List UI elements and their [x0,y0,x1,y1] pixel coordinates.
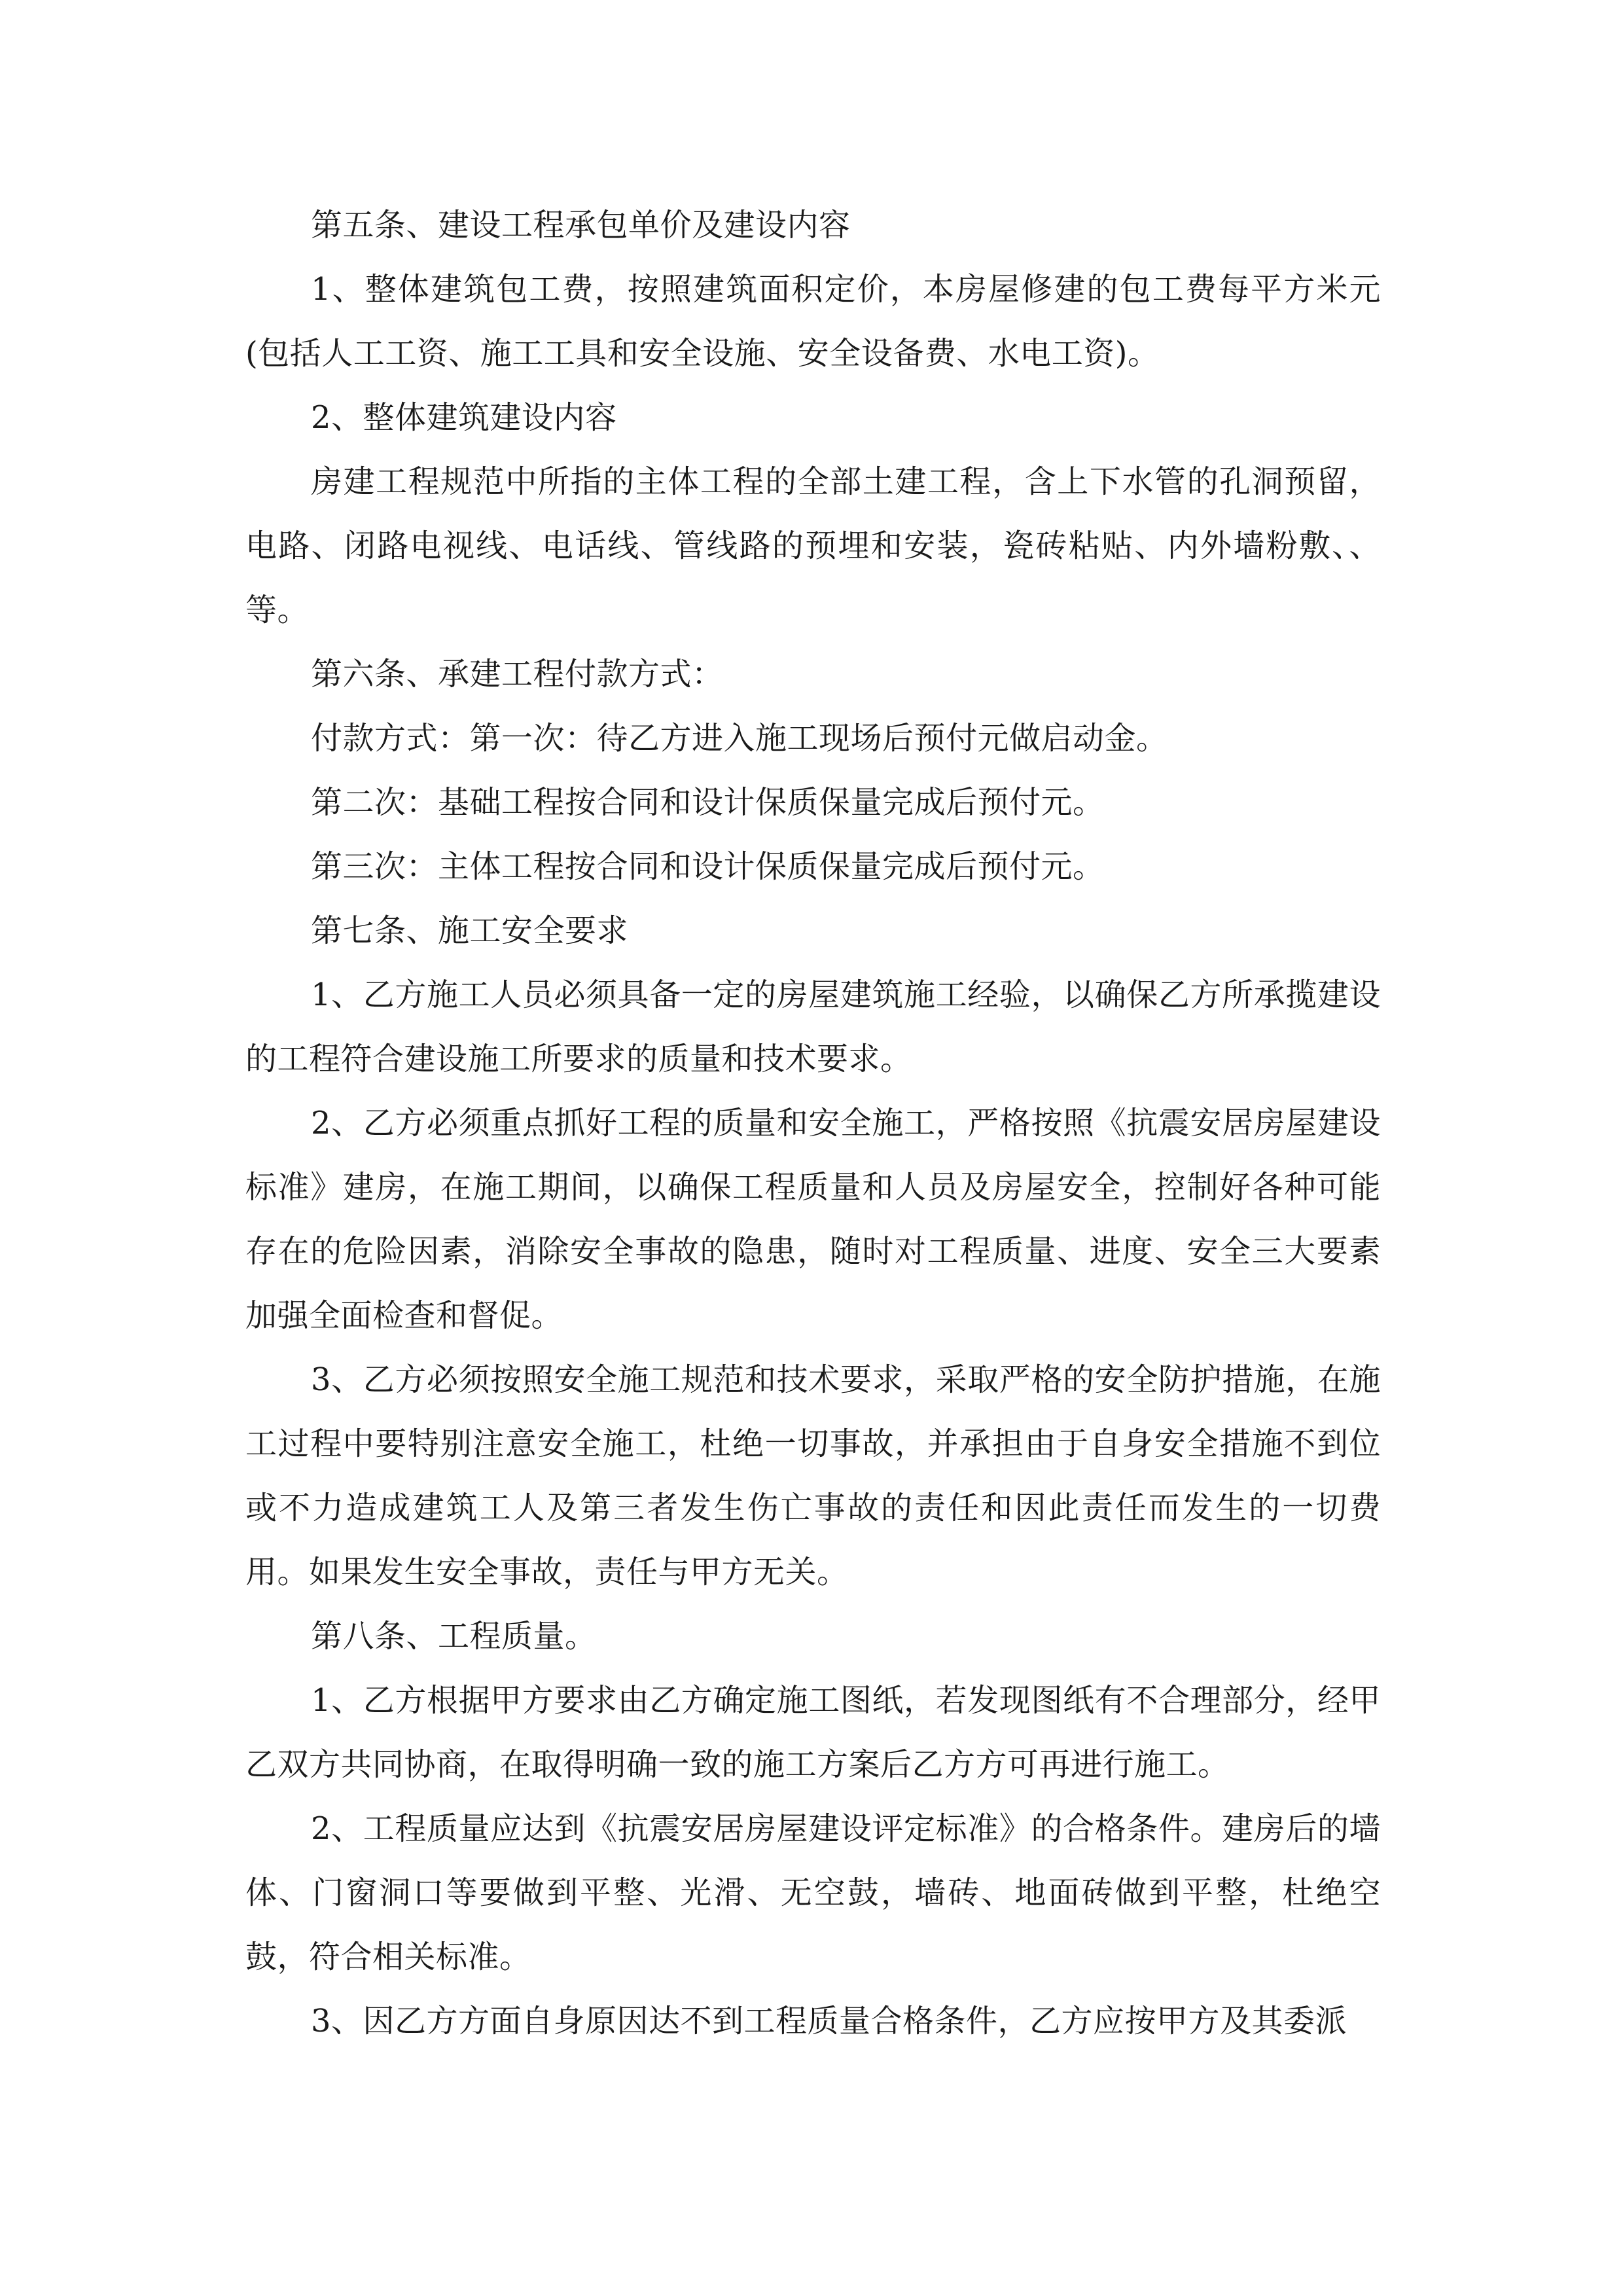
article-5-item-2: 2、整体建筑建设内容 [311,399,617,436]
document-page [245,193,1381,2053]
article-5-heading: 第五条、建设工程承包单价及建设内容 [311,207,851,243]
article-8-item-1: 1、乙方根据甲方要求由乙方确定施工图纸，若发现图纸有不合理部分，经甲乙双方共同协商，在取得明确一致的施工方案后乙方方可再进行施工。 [245,1682,1381,1783]
payment-first: 付款方式：第一次：待乙方进入施工现场后预付元做启动金。 [311,720,1168,757]
payment-third: 第三次：主体工程按合同和设计保质保量完成后预付元。 [311,848,1105,885]
article-7-item-2: 2、乙方必须重点抓好工程的质量和安全施工，严格按照《抗震安居房屋建设标准》建房，在施工期间，以确保工程质量和人员及房屋安全，控制好各种可能存在的危险因素，消除安全事故的隐患，随时对工程质量、进度、安全三大要素加强全面检查和督促。 [245,1105,1381,1334]
article-8-item-3: 3、因乙方方面自身原因达不到工程质量合格条件，乙方应按甲方及其委派 [311,2003,1347,2039]
article-5-item-1: 1、整体建筑包工费，按照建筑面积定价，本房屋修建的包工费每平方米元(包括人工工资、施工工具和安全设施、安全设备费、水电工资)。 [245,271,1381,372]
article-7-item-3: 3、乙方必须按照安全施工规范和技术要求，采取严格的安全防护措施，在施工过程中要特别注意安全施工，杜绝一切事故，并承担由于自身安全措施不到位或不力造成建筑工人及第三者发生伤亡事故的责任和因此责任而发生的一切费用。如果发生安全事故，责任与甲方无关。 [245,1361,1381,1590]
article-6-heading: 第六条、承建工程付款方式： [311,656,724,692]
article-7-item-1: 1、乙方施工人员必须具备一定的房屋建筑施工经验，以确保乙方所承揽建设的工程符合建设施工所要求的质量和技术要求。 [245,977,1381,1077]
article-8-item-2: 2、工程质量应达到《抗震安居房屋建设评定标准》的合格条件。建房后的墙体、门窗洞口等要做到平整、光滑、无空鼓，墙砖、地面砖做到平整，杜绝空鼓，符合相关标准。 [245,1810,1381,1975]
article-8-heading: 第八条、工程质量。 [311,1618,597,1655]
construction-scope-paragraph: 房建工程规范中所指的主体工程的全部土建工程，含上下水管的孔洞预留，电路、闭路电视线、电话线、管线路的预埋和安装，瓷砖粘贴、内外墙粉敷、、等。 [245,463,1381,628]
payment-second: 第二次：基础工程按合同和设计保质保量完成后预付元。 [311,784,1105,821]
article-7-heading: 第七条、施工安全要求 [311,912,629,949]
